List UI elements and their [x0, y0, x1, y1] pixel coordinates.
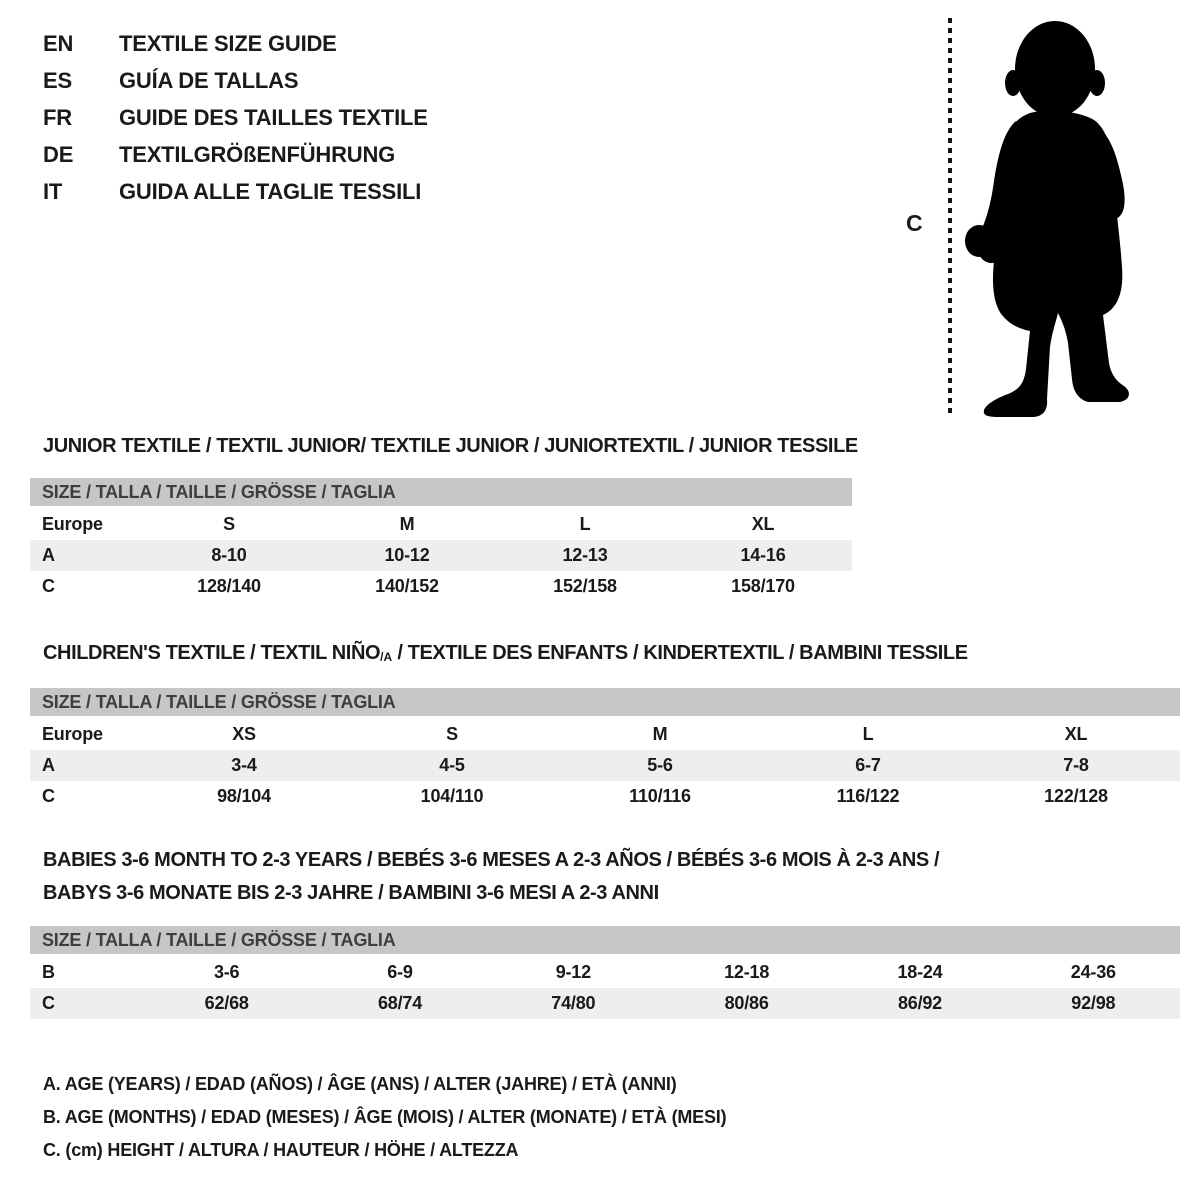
size-cell: 122/128 — [1044, 786, 1108, 806]
size-cell: 152/158 — [553, 576, 617, 596]
footnotes — [43, 1068, 726, 1167]
size-table-header: SIZE / TALLA / TAILLE / GRÖSSE / TAGLIA — [30, 926, 1180, 954]
babies-title-line2: BABYS 3-6 MONATE BIS 2-3 JAHRE / BAMBINI 3-6 MESI A 2-3 ANNI — [43, 882, 659, 904]
language-row — [43, 99, 428, 136]
language-title: GUIDE DES TAILLES TEXTILE — [119, 105, 428, 130]
children-title-text: CHILDREN'S TEXTILE / TEXTIL NIÑO — [43, 642, 381, 664]
language-row — [43, 62, 428, 99]
height-measure-label: C — [906, 210, 923, 236]
language-row — [43, 136, 428, 173]
size-cell: 5-6 — [647, 755, 673, 775]
language-code: IT — [43, 179, 63, 204]
children-title-text: / TEXTILE DES ENFANTS / KINDERTEXTIL / BAMBINI TESSILE — [392, 642, 968, 664]
size-cell: L — [862, 724, 874, 744]
language-title: GUIDA ALLE TAGLIE TESSILI — [119, 179, 422, 204]
table-row — [30, 571, 852, 602]
language-header — [43, 25, 428, 210]
table-row — [30, 957, 1180, 988]
size-cell: 10-12 — [384, 545, 430, 565]
size-cell: 68/74 — [377, 993, 423, 1013]
language-code: FR — [43, 105, 72, 130]
size-cell: S — [223, 514, 235, 534]
size-table-header: SIZE / TALLA / TAILLE / GRÖSSE / TAGLIA — [30, 478, 852, 506]
babies-title-line1: BABIES 3-6 MONTH TO 2-3 YEARS / BEBÉS 3-6 MESES A 2-3 AÑOS / BÉBÉS 3-6 MOIS À 2-3 ANS / — [43, 849, 940, 871]
size-cell: 14-16 — [740, 545, 786, 565]
row-label: A — [42, 755, 55, 775]
size-cell: XL — [1064, 724, 1088, 744]
size-cell: 24-36 — [1070, 962, 1116, 982]
size-cell: 3-4 — [231, 755, 257, 775]
size-cell: 140/152 — [375, 576, 439, 596]
language-row — [43, 173, 428, 210]
size-cell: 12-18 — [724, 962, 770, 982]
size-cell: 7-8 — [1063, 755, 1089, 775]
size-cell: 6-7 — [855, 755, 881, 775]
junior-size-table — [30, 478, 852, 602]
table-row — [30, 750, 1180, 781]
height-dashed-line — [948, 18, 952, 415]
size-cell: 110/116 — [629, 786, 691, 806]
size-cell: 62/68 — [204, 993, 249, 1013]
size-cell: M — [652, 724, 668, 744]
size-cell: 116/122 — [836, 786, 900, 806]
size-cell: S — [446, 724, 458, 744]
row-label: B — [42, 962, 55, 982]
size-cell: 98/104 — [217, 786, 271, 806]
children-section-title — [43, 642, 968, 665]
size-cell: 128/140 — [197, 576, 261, 596]
size-cell: 8-10 — [211, 545, 247, 565]
toddler-silhouette-icon — [960, 16, 1140, 418]
row-label: C — [42, 576, 55, 596]
size-cell: 12-13 — [562, 545, 608, 565]
size-cell: 9-12 — [555, 962, 591, 982]
footnote-age-years: A. AGE (YEARS) / EDAD (AÑOS) / ÂGE (ANS) / ALTER (JAHRE) / ETÀ (ANNI) — [43, 1074, 677, 1094]
table-row — [30, 509, 852, 540]
table-row — [30, 988, 1180, 1019]
row-label: Europe — [42, 724, 103, 744]
size-cell: 6-9 — [387, 962, 413, 982]
babies-size-table — [30, 926, 1180, 1019]
size-cell: M — [399, 514, 415, 534]
language-code: DE — [43, 142, 74, 167]
children-size-table — [30, 688, 1180, 812]
size-cell: 4-5 — [439, 755, 465, 775]
size-cell: L — [579, 514, 591, 534]
language-title: TEXTILGRÖßENFÜHRUNG — [119, 142, 396, 167]
language-row — [43, 25, 428, 62]
size-cell: 158/170 — [731, 576, 795, 596]
size-table-header: SIZE / TALLA / TAILLE / GRÖSSE / TAGLIA — [30, 688, 1180, 716]
table-row — [30, 781, 1180, 812]
row-label: Europe — [42, 514, 103, 534]
language-code: ES — [43, 68, 72, 93]
language-code: EN — [43, 31, 74, 56]
language-title: GUÍA DE TALLAS — [119, 68, 299, 93]
children-title-sub: /A — [380, 650, 393, 664]
size-cell: 18-24 — [897, 962, 943, 982]
size-cell: XS — [232, 724, 256, 744]
size-cell: 92/98 — [1071, 993, 1116, 1013]
footnote-age-months: B. AGE (MONTHS) / EDAD (MESES) / ÂGE (MOIS) / ALTER (MONATE) / ETÀ (MESI) — [43, 1107, 727, 1127]
row-label: C — [42, 786, 55, 806]
table-row — [30, 540, 852, 571]
size-cell: 74/80 — [551, 993, 596, 1013]
row-label: A — [42, 545, 55, 565]
junior-section-title: JUNIOR TEXTILE / TEXTIL JUNIOR/ TEXTILE JUNIOR / JUNIORTEXTIL / JUNIOR TESSILE — [43, 435, 858, 457]
size-cell: 104/110 — [420, 786, 484, 806]
table-row — [30, 719, 1180, 750]
size-cell: XL — [751, 514, 775, 534]
size-cell: 80/86 — [724, 993, 769, 1013]
language-title: TEXTILE SIZE GUIDE — [119, 31, 337, 56]
row-label: C — [42, 993, 55, 1013]
size-cell: 3-6 — [213, 962, 240, 982]
footnote-height-cm: C. (cm) HEIGHT / ALTURA / HAUTEUR / HÖHE / ALTEZZA — [43, 1140, 519, 1160]
size-cell: 86/92 — [897, 993, 942, 1013]
babies-section-title — [43, 844, 939, 910]
